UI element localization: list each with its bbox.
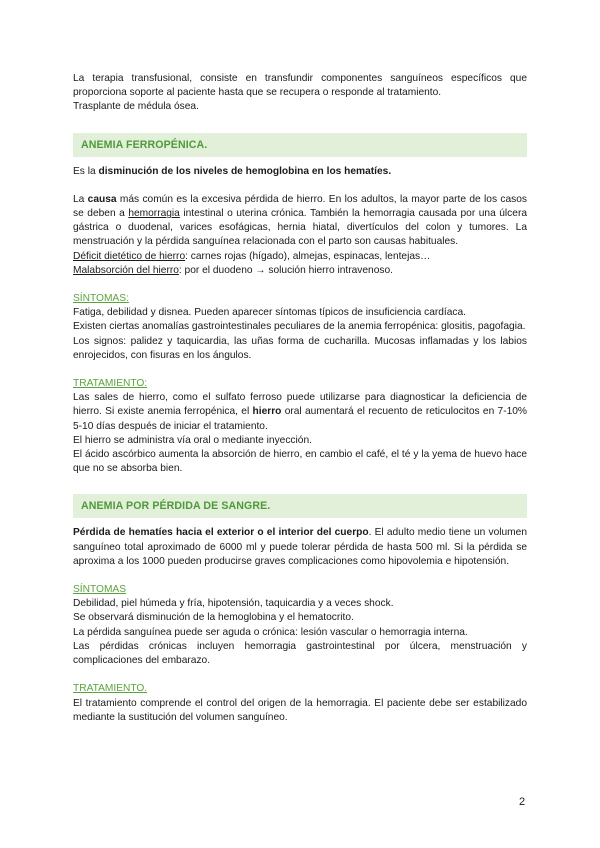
symptom-line: Los signos: palidez y taquicardia, las uñas forma de cucharilla. Mucosas inflamadas y los labios enrojecidos, con fisuras en los ángulos. <box>73 335 527 361</box>
intro-paragraph: La terapia transfusional, consiste en transfundir componentes sanguíneos específicos que proporciona soporte al paciente hasta que se recupera o responde al tratamiento. <box>73 73 527 99</box>
document-page <box>73 72 527 725</box>
malabsorption-line: Malabsorción del hierro: por el duodeno → solución hierro intravenoso. <box>73 264 393 276</box>
treatment-line: El hierro se administra vía oral o mediante inyección. <box>73 434 312 446</box>
cause-paragraph: La causa más común es la excesiva pérdida de hierro. En los adultos, la mayor parte de los casos se deben a hemorragia intestinal o uterina crónica. También la hemorragia causada por una úlcera gástrica o duodenal, varices esofágicas, hernia hiatal, divertículos del colon y tumores. La menstruación y la pérdida sanguínea relacionada con el parto son causas habituales. <box>73 193 527 248</box>
treatment-line: El ácido ascórbico aumenta la absorción de hierro, en cambio el café, el té y la yema de huevo hace que no se absorba bien. <box>73 449 527 475</box>
treatment-line: El tratamiento comprende el control del origen de la hemorragia. El paciente debe ser estabilizado mediante la sustitución del volumen sanguíneo. <box>73 697 527 723</box>
symptoms-heading: SÍNTOMAS: <box>73 293 129 305</box>
section-heading-perdida-sangre <box>73 494 527 518</box>
definition-paragraph: Pérdida de hematíes hacia el exterior o el interior del cuerpo. El adulto medio tiene un volumen sanguíneo total aproximado de 6000 ml y puede tolerar pérdida de hasta 500 ml. Si la pérdida se aproxima a los 1000 pueden producirse graves complicaciones como hipovolemia e hipotensión. <box>73 527 527 567</box>
intro-paragraph-2: Trasplante de médula ósea. <box>73 101 199 113</box>
deficit-line: Déficit dietético de hierro: carnes rojas (hígado), almejas, espinacas, lentejas… <box>73 250 431 262</box>
symptom-line: La pérdida sanguínea puede ser aguda o crónica: lesión vascular o hemorragia interna. <box>73 626 468 638</box>
section-title: ANEMIA FERROPÉNICA. <box>81 138 208 151</box>
treatment-heading: TRATAMIENTO. <box>73 683 148 695</box>
symptom-line: Fatiga, debilidad y disnea. Pueden aparecer síntomas típicos de insuficiencia cardíaca. <box>73 307 467 319</box>
section-heading-ferropenica <box>73 133 527 157</box>
symptoms-heading: SÍNTOMAS <box>73 584 127 596</box>
treatment-line: Las sales de hierro, como el sulfato ferroso puede utilizarse para diagnosticar la deficiencia de hierro. Si existe anemia ferropénica, el hierro oral aumentará el recuento de reticulocitos en 7-10% 5-10 días después de iniciar el tratamiento. <box>73 392 527 432</box>
definition-paragraph: Es la disminución de los niveles de hemoglobina en los hematíes. <box>73 165 392 177</box>
treatment-heading: TRATAMIENTO: <box>73 378 148 390</box>
page-number: 2 <box>519 796 526 808</box>
symptom-line: Debilidad, piel húmeda y fría, hipotensión, taquicardia y a veces shock. <box>73 598 394 610</box>
symptom-line: Se observará disminución de la hemoglobina y el hematocrito. <box>73 612 354 624</box>
symptom-line: Existen ciertas anomalías gastrointestinales peculiares de la anemia ferropénica: glositis, pagofagia. <box>73 321 526 333</box>
symptom-line: Las pérdidas crónicas incluyen hemorragia gastrointestinal por úlcera, menstruación y complicaciones del embarazo. <box>73 640 527 667</box>
section-title: ANEMIA POR PÉRDIDA DE SANGRE. <box>81 500 271 513</box>
